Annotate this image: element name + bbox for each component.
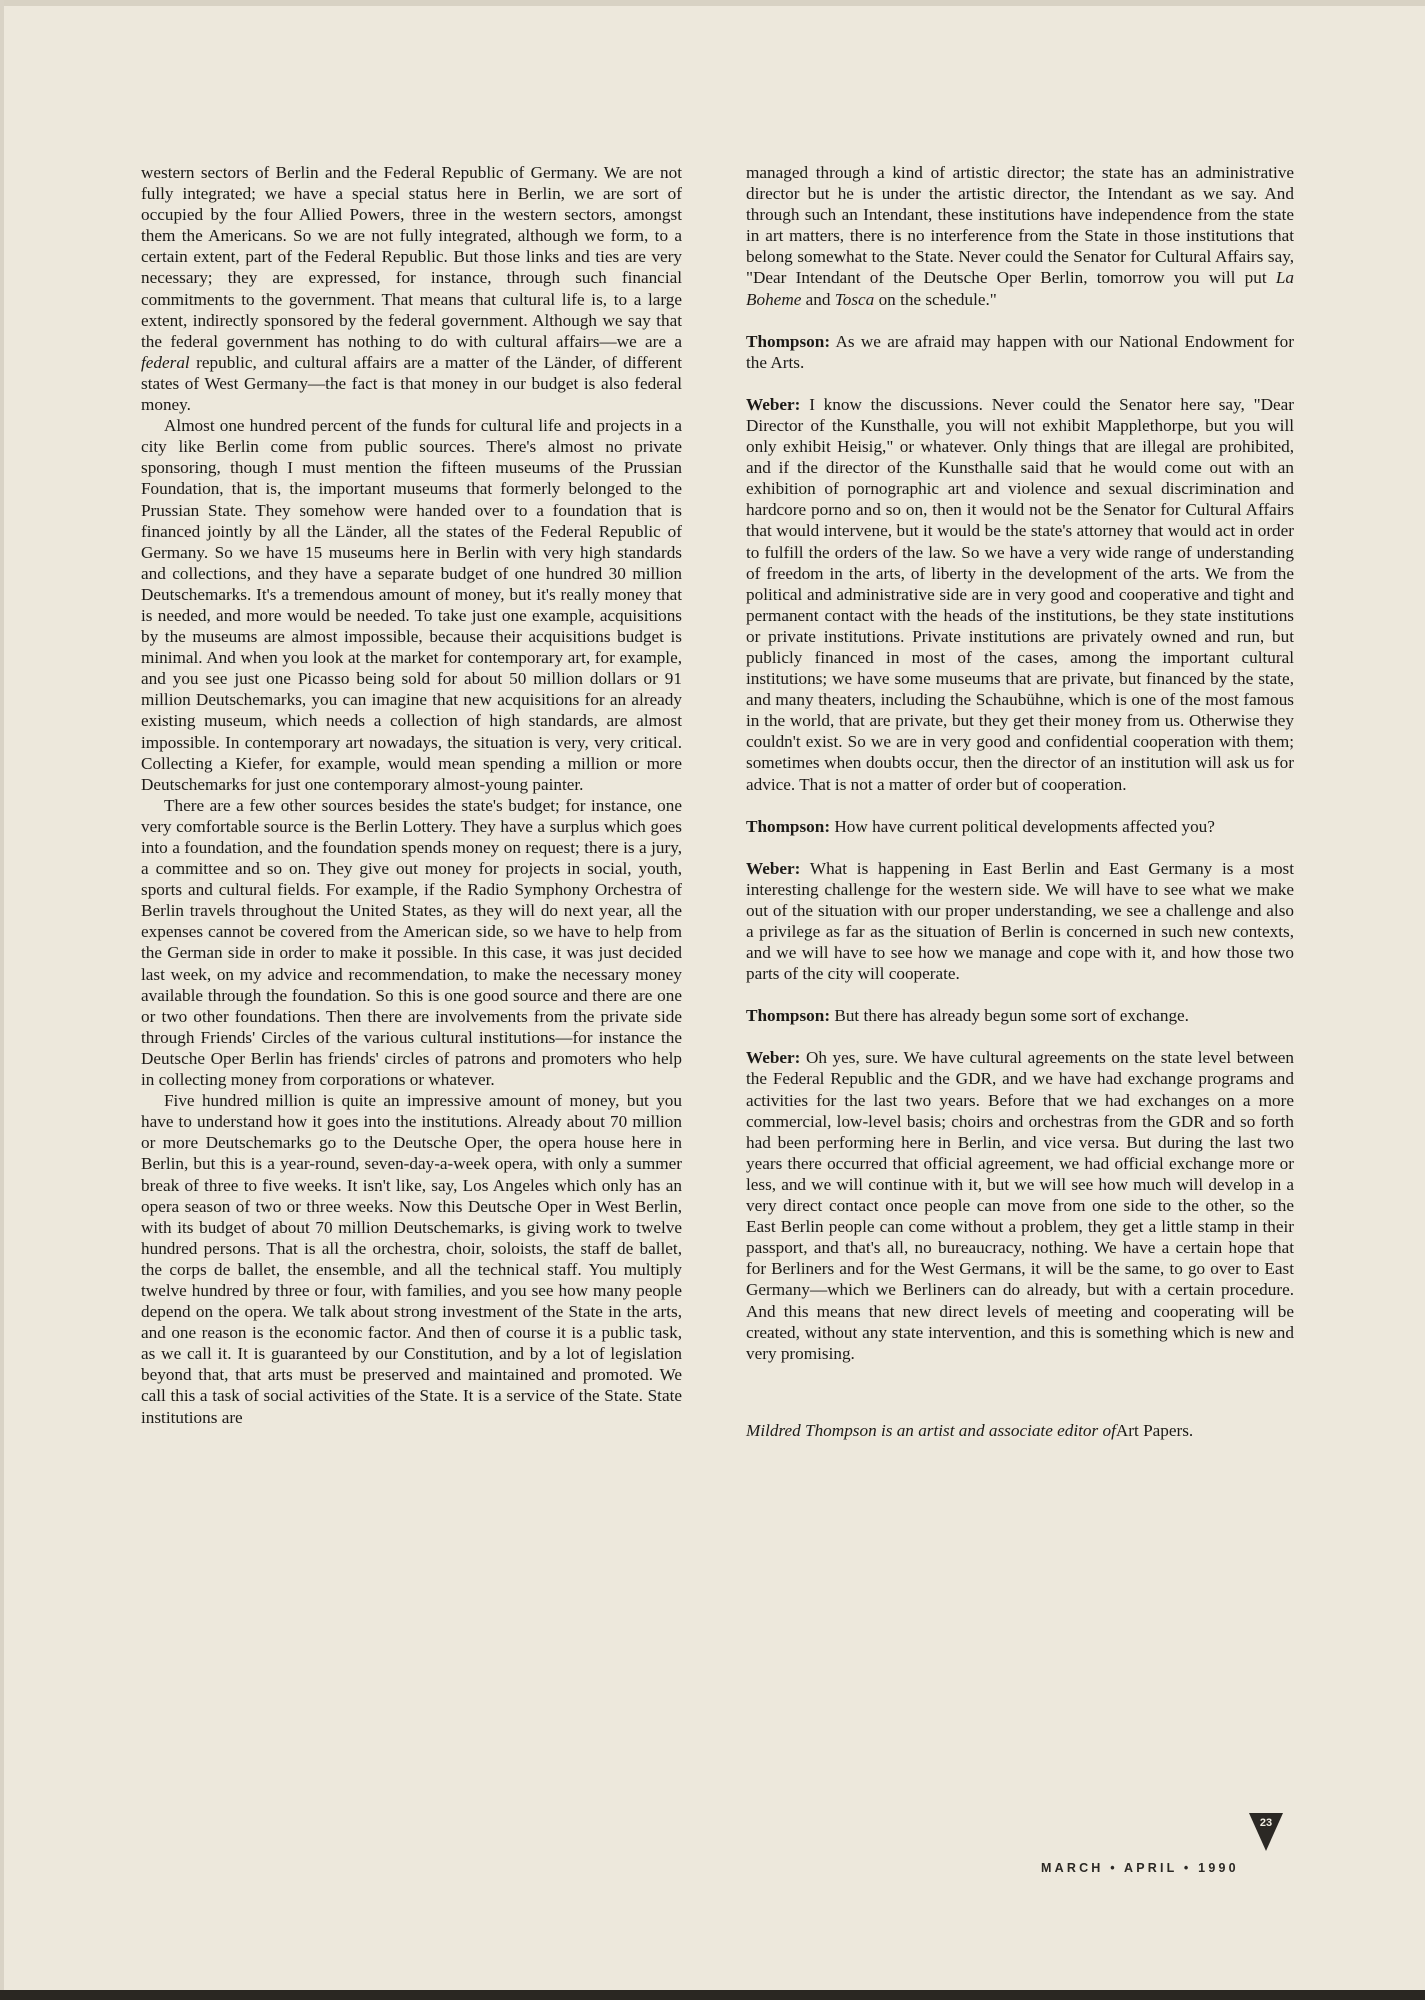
issue-date: MARCH • APRIL • 1990 (1041, 1861, 1239, 1875)
question-3 (746, 1005, 1294, 1026)
right-paragraph-continuation (746, 162, 1294, 310)
left-paragraph-3: There are a few other sources besides the state's budget; for instance, one very comfortable source is the Berlin Lottery. They have a surplus which goes into a foundation, and the foundation spends money on request; there is a jury, a committee and so on. They give out money for projects in social, youth, sports and cultural fields. For example, if the Radio Symphony Orchestra of Berlin travels throughout the United States, as they will do next year, all the expenses cannot be covered from the American side, so we have to help from the German side in order to make it possible. In this case, it was just decided last week, on my advice and recommendation, to make the necessary money available through the foundation. So this is one good source and there are one or two other foundations. Then there are involvements from the private side through Friends' Circles of the various cultural institutions—for instance the Deutsche Oper Berlin has friends' circles of patrons and promoters who help in collecting money from corporations or whatever. (141, 795, 682, 1090)
paragraph-text: managed through a kind of artistic director; the state has an administrative director but he is under the artistic director, the Intendant as we say. And through such an Intendant, these institutions have independence from the state in art matters, there is no interference from the State in those institutions that belong somewhat to the State. Never could the Senator for Cultural Affairs say, "Dear Intendant of the Deutsche Oper Berlin, tomorrow you will put (746, 163, 1294, 288)
question-2 (746, 816, 1294, 837)
question-1 (746, 331, 1294, 373)
speaker-label: Thompson: (746, 1006, 831, 1026)
answer-text: I know the discussions. Never could the Senator here say, "Dear Director of the Kunsthalle, you will not exhibit Mapplethorpe, but you will only exhibit Heisig," or whatever. Only things that are illegal are prohibited, and if the director of the Kunsthalle said that he would come out with an exhibition of pornographic art and violence and sexual discrimination and hardcore porno and so on, then it would not be the Senator for Cultural Affairs that would intervene, but it would be the state's attorney that would act in order to fulfill the orders of the law. So we have a very wide range of understanding of freedom in the arts, of liberty in the development of the arts. We from the political and administrative side are in very good and cooperative and tight and permanent contact with the heads of the institutions, be they state institutions or private institutions. Private institutions are privately owned and run, but publicly financed in most of the cases, among the important cultural institutions; we have some museums that are private, but financed by the state, and many theaters, including the Schaubühne, which is one of the most famous in the world, that are private, but they get their money from us. Otherwise they couldn't exist. So we are in very good and confidential cooperation with them; sometimes when doubts occur, then the director of an institution will ask us for advice. That is not a matter of order but of cooperation. (746, 394, 1294, 794)
paragraph-text: on the schedule." (878, 289, 997, 309)
emphasis-federal: federal (141, 352, 190, 372)
answer-1 (746, 394, 1294, 795)
scan-edge-top (0, 0, 1425, 6)
question-text: How have current political developments affected you? (834, 816, 1215, 836)
opera-title-la-boheme: La Boheme (746, 268, 1294, 309)
answer-text: What is happening in East Berlin and East Germany is a most interesting challenge for the western side. We will have to see what we make out of the situation with our proper understanding, we see a challenge and also a privilege as far as the situation of Berlin is concerned in such new contexts, and we will have to see how we manage and cope with it, and how those two parts of the city will cooperate. (746, 858, 1294, 984)
paragraph-text: republic, and cultural affairs are a matter of the Länder, of different states of West Germany—the fact is that money in our budget is also federal money. (141, 352, 682, 415)
speaker-label: Weber: (746, 394, 801, 414)
right-column (746, 162, 1294, 1462)
left-paragraph-1 (141, 162, 682, 415)
speaker-label: Thompson: (746, 331, 831, 351)
left-paragraph-4: Five hundred million is quite an impressive amount of money, but you have to understand how it goes into the institutions. Already about 70 million or more Deutschemarks go to the Deutsche Oper, the opera house here in Berlin, but this is a year-round, seven-day-a-week opera, with only a summer break of three to five weeks. It isn't like, say, Los Angeles which only has an opera season of two or three weeks. Now this Deutsche Oper in West Berlin, with its budget of about 70 million Deutschemarks, is giving work to twelve hundred persons. That is all the orchestra, choir, soloists, the staff de ballet, the corps de ballet, the ensemble, and all the technical staff. You multiply twelve hundred by three or four, with families, and you see how many people depend on the opera. We talk about strong investment of the State in the arts, and one reason is the economic factor. And then of course it is a public task, as we call it. It is guaranteed by our Constitution, and by a lot of legislation beyond that, that arts must be preserved and maintained and promoted. We call this a task of social activities of the State. It is a service of the State. State institutions are (141, 1091, 682, 1427)
opera-title-tosca: Tosca (834, 289, 875, 309)
answer-2 (746, 858, 1294, 985)
scan-edge-bottom (0, 1990, 1425, 2000)
paragraph-text: western sectors of Berlin and the Federal Republic of Germany. We are not fully integrated; we have a special status here in Berlin, we are sort of occupied by the four Allied Powers, three in the western sectors, amongst them the Americans. So we are not fully integrated, although we form, to a certain extent, part of the Federal Republic. But those links and ties are very necessary; they are expressed, for instance, through such financial commitments to the government. That means that cultural life is, to a large extent, indirectly sponsored by the federal government. Although we say that the federal government has nothing to do with cultural affairs—we are a (141, 163, 682, 351)
speaker-label: Weber: (746, 858, 801, 878)
speaker-label: Thompson: (746, 816, 831, 836)
question-text: But there has already begun some sort of exchange. (834, 1006, 1189, 1026)
question-text: As we are afraid may happen with our National Endowment for the Arts. (746, 331, 1294, 372)
scan-edge-left (0, 0, 4, 2000)
answer-text: Oh yes, sure. We have cultural agreements on the state level between the Federal Republic and the GDR, and we have had exchange programs and activities for the last two years. Before that we had exchanges on a more commercial, low-level basis; choirs and orchestras from the GDR and so forth had been performing here in Berlin, and vice versa. But during the last two years there occurred that official agreement, we had official exchange more or less, and we will continue with it, but we will see how much will develop in a very direct contact once people can move from one side to the other, so the East Berlin people can come without a problem, they get a little stamp in their passport, and that's all, no bureaucracy, nothing. We have a certain hope that for Berliners and for the West Germans, it will be the same, to go over to East Germany—which we Berliners can do already, but with a certain procedure. And this means that new direct levels of meeting and cooperating will be created, without any state intervention, and this is something which is new and very promising. (746, 1048, 1294, 1363)
page-number: 23 (1259, 1817, 1273, 1829)
left-column (141, 162, 682, 1428)
answer-3 (746, 1047, 1294, 1363)
speaker-label: Weber: (746, 1048, 801, 1068)
paragraph-text: and (805, 289, 831, 309)
publication-name: Art Papers. (1115, 1420, 1194, 1440)
left-paragraph-2: Almost one hundred percent of the funds for cultural life and projects in a city like Berlin come from public sources. There's almost no private sponsoring, though I must mention the fifteen museums of the Prussian Foundation, that is, the important museums that formerly belonged to the Prussian State. They somehow were handed over to a foundation that is financed jointly by all the Länder, all the states of the Federal Republic of Germany. So we have 15 museums here in Berlin with very high standards and collections, and they have a separate budget of one hundred 30 million Deutschemarks. It's a tremendous amount of money, but it's really money that is needed, and more would be needed. To take just one example, acquisitions by the museums are almost impossible, because their acquisitions budget is minimal. And when you look at the market for contemporary art, for example, and you see just one Picasso being sold for about 50 million dollars or 91 million Deutschemarks, you can imagine that new acquisitions for an already existing museum, which needs a collection of high standards, are almost impossible. In contemporary art nowadays, the situation is very, very critical. Collecting a Kiefer, for example, would mean spending a million or more Deutschemarks for just one contemporary almost-young painter. (141, 416, 682, 794)
author-bio (746, 1420, 1294, 1441)
bio-text: Mildred Thompson is an artist and associate editor of (746, 1420, 1116, 1440)
